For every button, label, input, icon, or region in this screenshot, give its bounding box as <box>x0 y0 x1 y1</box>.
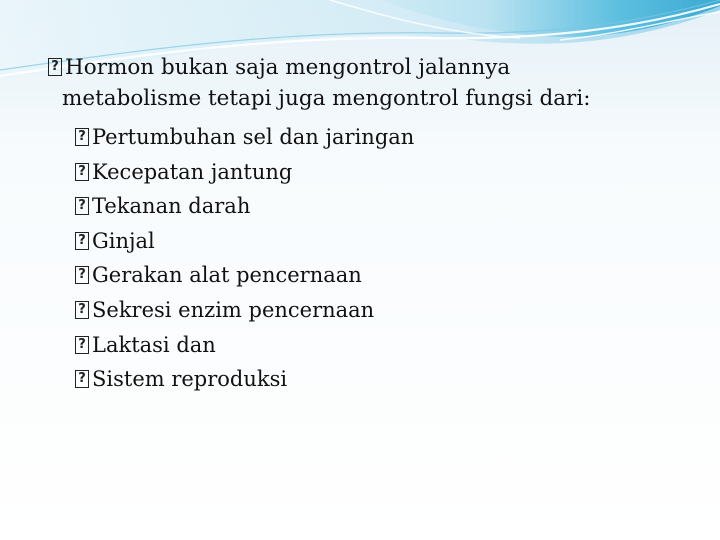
missing-glyph-icon <box>75 128 89 146</box>
slide-content <box>48 52 698 397</box>
missing-glyph-icon <box>75 370 89 388</box>
missing-glyph-icon <box>75 301 89 319</box>
list-item-text: Pertumbuhan sel dan jaringan <box>92 125 415 149</box>
missing-glyph-icon <box>75 163 89 181</box>
list-item-text: Ginjal <box>92 228 155 253</box>
list-item <box>75 155 698 190</box>
list-item <box>75 120 698 155</box>
missing-glyph-icon <box>75 266 89 284</box>
sub-bullet-list <box>75 120 698 397</box>
missing-glyph-icon <box>75 336 89 354</box>
list-item <box>75 362 698 397</box>
list-item-text: Laktasi dan <box>92 332 216 357</box>
list-item <box>75 293 698 328</box>
list-item-text: Kecepatan jantung <box>92 159 293 184</box>
list-item <box>75 189 698 224</box>
list-item-text: Gerakan alat pencernaan <box>92 263 362 288</box>
main-bullet-text <box>62 52 591 114</box>
list-item <box>75 224 698 259</box>
missing-glyph-icon <box>75 232 89 250</box>
list-item <box>75 258 698 293</box>
main-bullet <box>48 52 698 114</box>
list-item-text: Tekanan darah <box>92 194 251 219</box>
list-item <box>75 328 698 363</box>
list-item-text: Sistem reproduksi <box>92 367 288 392</box>
main-bullet-line1: Hormon bukan saja mengontrol jalannya <box>65 55 511 80</box>
main-bullet-line2: metabolisme tetapi juga mengontrol fungsi dari: <box>62 86 591 111</box>
missing-glyph-icon <box>75 197 89 215</box>
list-item-text: Sekresi enzim pencernaan <box>92 297 375 322</box>
missing-glyph-icon <box>48 58 62 76</box>
